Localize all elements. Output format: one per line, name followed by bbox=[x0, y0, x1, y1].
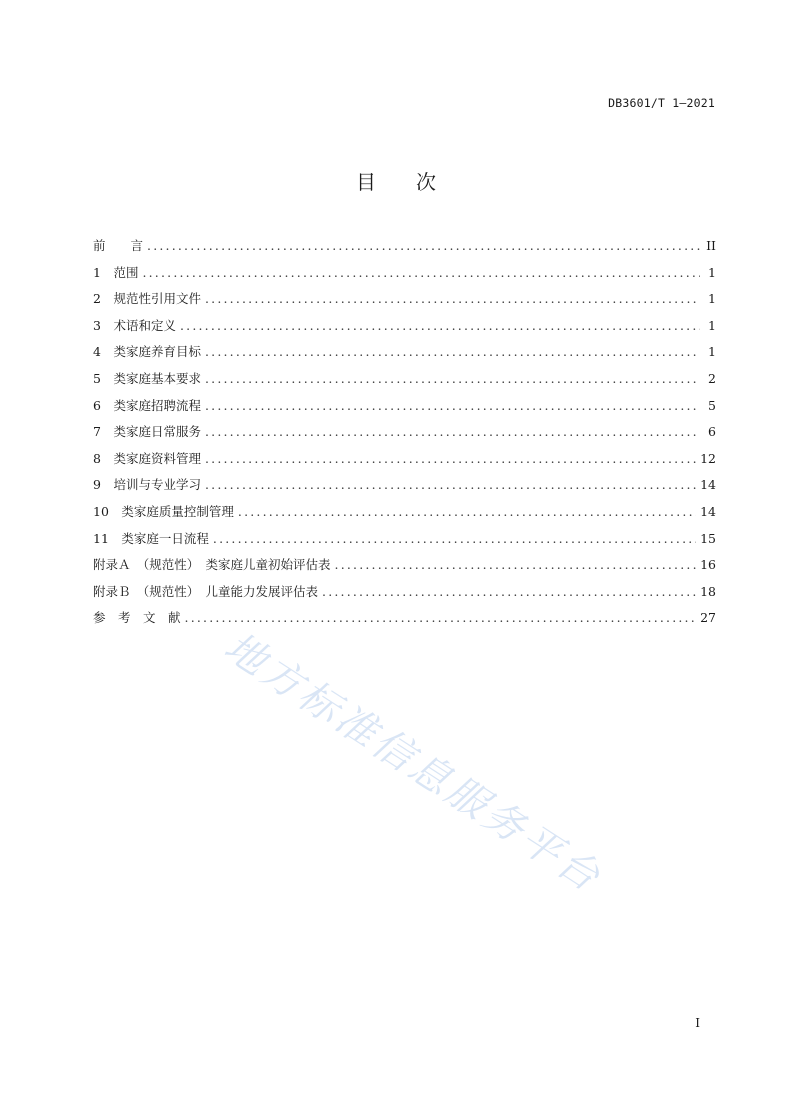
toc-entry-page: 12 bbox=[700, 450, 716, 466]
toc-entry-label: 参 考 文 献 bbox=[93, 610, 181, 626]
toc-entry-page: 6 bbox=[708, 424, 716, 440]
toc-entry-label: 附录Ａ （规范性） 类家庭儿童初始评估表 bbox=[93, 557, 331, 573]
toc-entry-page: 14 bbox=[700, 503, 716, 519]
toc-entry-daily-flow[interactable] bbox=[93, 529, 716, 556]
toc-entry-label: 5 类家庭基本要求 bbox=[93, 370, 201, 386]
toc-entry-label: 1 范围 bbox=[93, 264, 139, 280]
toc-entry-page: 1 bbox=[708, 344, 716, 360]
toc-entry-goals[interactable] bbox=[93, 342, 716, 369]
toc-entry-basic-requirements[interactable] bbox=[93, 369, 716, 396]
toc-entry-label: 11 类家庭一日流程 bbox=[93, 530, 209, 546]
toc-dot-leader bbox=[180, 318, 700, 333]
toc-entry-label: 6 类家庭招聘流程 bbox=[93, 397, 201, 413]
toc-entry-training[interactable] bbox=[93, 475, 716, 502]
table-of-contents bbox=[93, 236, 716, 635]
toc-entry-daily-service[interactable] bbox=[93, 422, 716, 449]
toc-entry-label: 2 规范性引用文件 bbox=[93, 291, 201, 307]
toc-entry-label: 10 类家庭质量控制管理 bbox=[93, 503, 234, 519]
toc-entry-records[interactable] bbox=[93, 449, 716, 476]
toc-entry-terms[interactable] bbox=[93, 316, 716, 343]
toc-dot-leader bbox=[205, 451, 696, 466]
toc-dot-leader bbox=[205, 291, 700, 306]
toc-title: 目 次 bbox=[356, 170, 436, 194]
toc-dot-leader bbox=[322, 584, 696, 599]
toc-dot-leader bbox=[142, 265, 700, 280]
toc-entry-quality-control[interactable] bbox=[93, 502, 716, 529]
toc-dot-leader bbox=[238, 504, 696, 519]
toc-entry-foreword[interactable] bbox=[93, 236, 716, 263]
toc-entry-page: 5 bbox=[708, 397, 716, 413]
toc-entry-appendix-b[interactable] bbox=[93, 582, 716, 609]
toc-dot-leader bbox=[335, 557, 697, 572]
toc-entry-recruitment[interactable] bbox=[93, 396, 716, 423]
toc-entry-page: 18 bbox=[700, 583, 716, 599]
toc-entry-page: 15 bbox=[700, 530, 716, 546]
page-number: I bbox=[695, 1016, 700, 1030]
toc-dot-leader bbox=[205, 477, 696, 492]
toc-entry-page: 1 bbox=[708, 291, 716, 307]
toc-entry-page: 2 bbox=[708, 370, 716, 386]
toc-dot-leader bbox=[185, 610, 697, 625]
toc-entry-label: 8 类家庭资料管理 bbox=[93, 450, 201, 466]
toc-entry-label: 9 培训与专业学习 bbox=[93, 477, 201, 493]
toc-entry-label: 3 术语和定义 bbox=[93, 317, 176, 333]
toc-entry-label: 4 类家庭养育目标 bbox=[93, 344, 201, 360]
toc-entry-page: II bbox=[706, 238, 716, 253]
toc-entry-label: 7 类家庭日常服务 bbox=[93, 424, 201, 440]
toc-dot-leader bbox=[205, 424, 700, 439]
document-code: DB3601/T 1—2021 bbox=[608, 96, 715, 110]
toc-entry-page: 27 bbox=[700, 610, 716, 626]
toc-dot-leader bbox=[205, 344, 700, 359]
toc-dot-leader bbox=[205, 371, 700, 386]
toc-entry-page: 14 bbox=[700, 477, 716, 493]
toc-entry-appendix-a[interactable] bbox=[93, 555, 716, 582]
toc-entry-page: 1 bbox=[708, 317, 716, 333]
toc-entry-bibliography[interactable] bbox=[93, 608, 716, 635]
toc-dot-leader bbox=[147, 238, 700, 253]
toc-entry-page: 16 bbox=[700, 557, 716, 573]
toc-entry-label: 附录Ｂ （规范性） 儿童能力发展评估表 bbox=[93, 583, 319, 599]
toc-dot-leader bbox=[213, 531, 696, 546]
toc-entry-scope[interactable] bbox=[93, 263, 716, 290]
toc-entry-label: 前 言 bbox=[93, 238, 144, 253]
watermark: 地方标准信息服务平台 bbox=[216, 623, 611, 903]
toc-entry-page: 1 bbox=[708, 264, 716, 280]
toc-dot-leader bbox=[205, 398, 700, 413]
toc-entry-normative-references[interactable] bbox=[93, 289, 716, 316]
